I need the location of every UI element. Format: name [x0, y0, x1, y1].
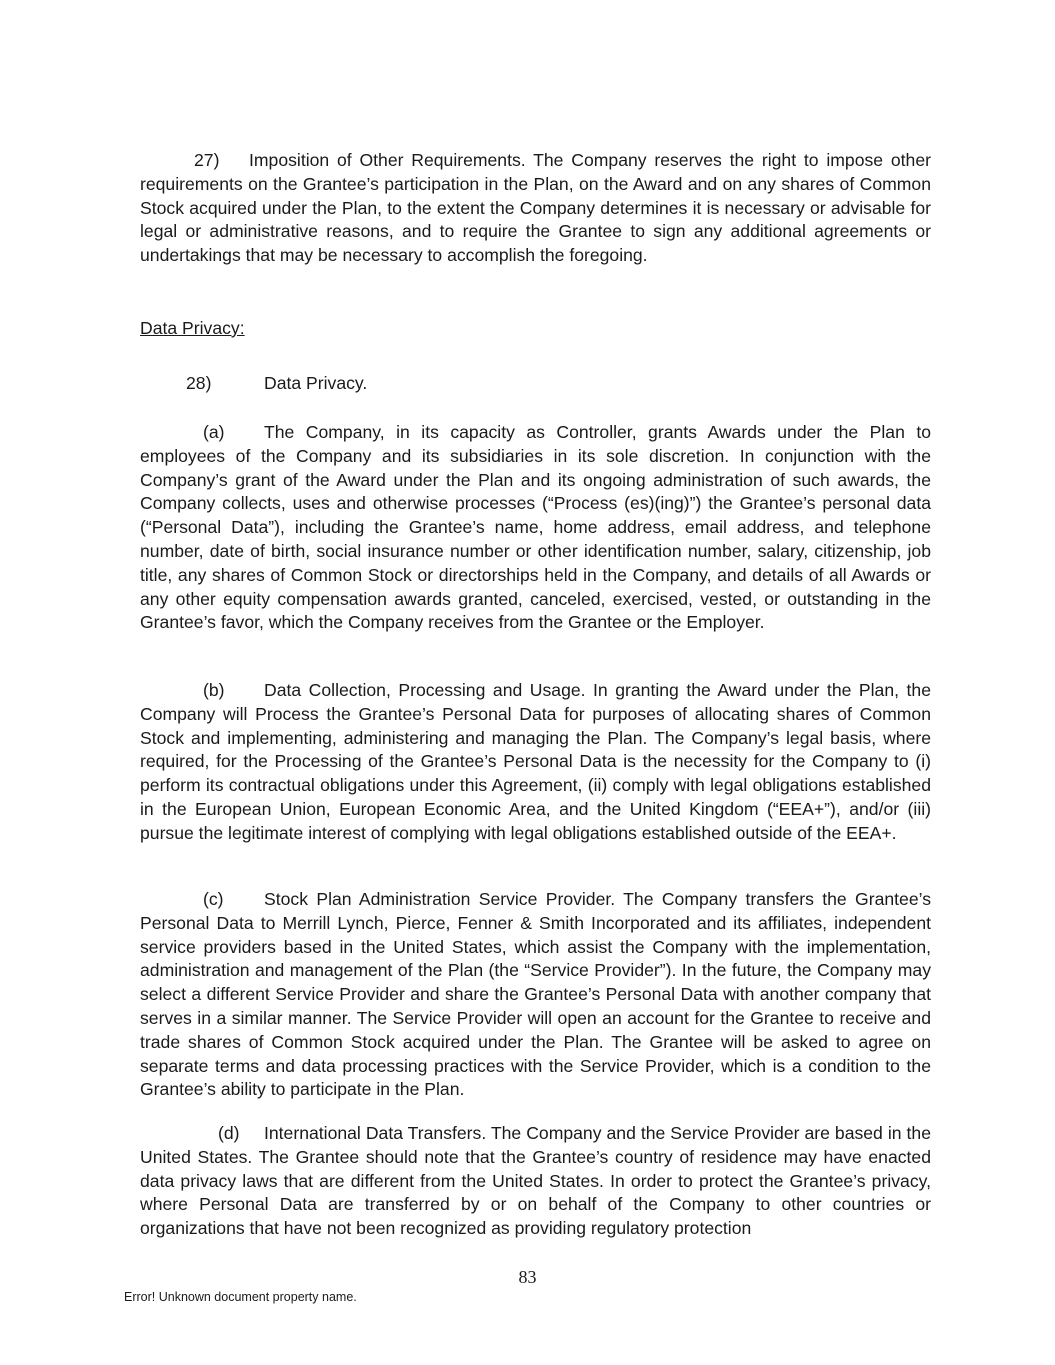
paragraph-27	[140, 149, 931, 268]
subparagraph-d	[140, 1122, 931, 1241]
paragraph-number: 28)	[186, 373, 212, 393]
subparagraph-number: (b)	[203, 680, 225, 700]
subparagraph-c	[140, 888, 931, 1102]
page-number: 83	[518, 1267, 537, 1287]
subparagraph-text: Stock Plan Administration Service Provider. The Company transfers the Grantee’s Personal Data to Merrill Lynch, Pierce, Fenner & Smith Incorporated and its affiliates, independent service providers based in the United States, which assist the Company with the implementation, administration and management of the Plan (the “Service Provider”). In the future, the Company may select a different Service Provider and share the Grantee’s Personal Data with another company that serves in a similar manner. The Service Provider will open an account for the Grantee to receive and trade shares of Common Stock acquired under the Plan. The Grantee will be asked to agree on separate terms and data processing practices with the Service Provider, which is a condition to the Grantee’s ability to participate in the Plan.	[140, 889, 931, 1100]
subparagraph-a	[140, 421, 931, 635]
paragraph-28	[186, 372, 367, 396]
section-heading: Data Privacy:	[140, 318, 245, 338]
paragraph-text: Imposition of Other Requirements. The Company reserves the right to impose other requirements on the Grantee’s participation in the Plan, on the Award and on any shares of Common Stock acquired under the Plan, to the extent the Company determines it is necessary or advisable for legal or administrative reasons, and to require the Grantee to sign any additional agreements or undertakings that may be necessary to accomplish the foregoing.	[140, 150, 931, 266]
subparagraph-number: (d)	[218, 1123, 240, 1143]
subparagraph-text: The Company, in its capacity as Controller, grants Awards under the Plan to employees of the Company and its subsidiaries in its sole discretion. In conjunction with the Company’s grant of the Award under the Plan and its ongoing administration of such awards, the Company collects, uses and otherwise processes (“Process (es)(ing)”) the Grantee’s personal data (“Personal Data”), including the Grantee’s name, home address, email address, and telephone number, date of birth, social insurance number or other identification number, salary, citizenship, job title, any shares of Common Stock or directorships held in the Company, and details of all Awards or any other equity compensation awards granted, canceled, exercised, vested, or outstanding in the Grantee’s favor, which the Company receives from the Grantee or the Employer.	[140, 422, 931, 633]
footer-text: Error! Unknown document property name.	[124, 1290, 357, 1304]
subparagraph-number: (c)	[203, 889, 224, 909]
subparagraph-text: Data Collection, Processing and Usage. In granting the Award under the Plan, the Company will Process the Grantee’s Personal Data for purposes of allocating shares of Common Stock and implementing, administering and managing the Plan. The Company’s legal basis, where required, for the Processing of the Grantee’s Personal Data is the necessity for the Company to (i) perform its contractual obligations under this Agreement, (ii) comply with legal obligations established in the European Union, European Economic Area, and the United Kingdom (“EEA+”), and/or (iii) pursue the legitimate interest of complying with legal obligations established outside of the EEA+.	[140, 680, 931, 843]
subparagraph-number: (a)	[203, 422, 225, 442]
paragraph-title: Data Privacy.	[264, 373, 368, 393]
subparagraph-text: International Data Transfers. The Company and the Service Provider are based in the United States. The Grantee should note that the Grantee’s country of residence may have enacted data privacy laws that are different from the United States. In order to protect the Grantee’s privacy, where Personal Data are transferred by or on behalf of the Company to other countries or organizations that have not been recognized as providing regulatory protection	[140, 1123, 931, 1239]
subparagraph-b	[140, 679, 931, 846]
paragraph-number: 27)	[194, 150, 220, 170]
